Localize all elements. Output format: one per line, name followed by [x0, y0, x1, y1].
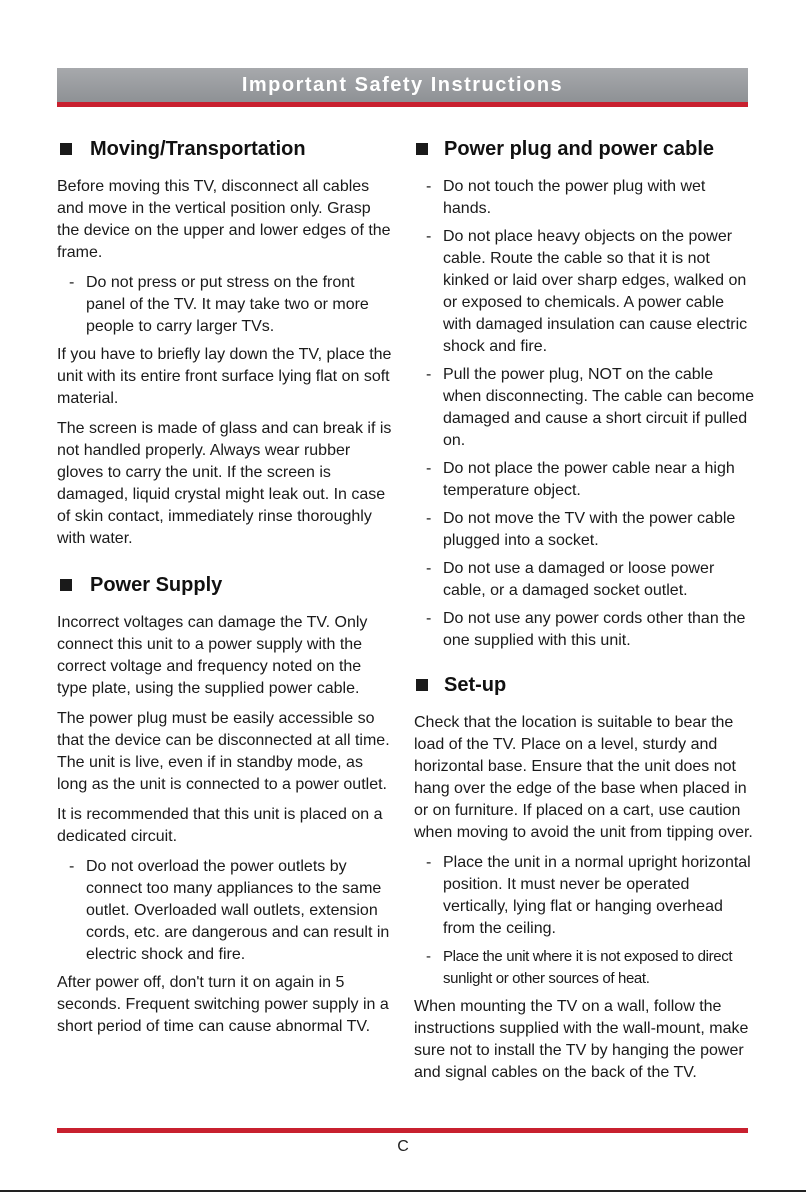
square-bullet-icon: [60, 143, 72, 155]
page-number: C: [397, 1138, 409, 1155]
dash-icon: -: [426, 228, 432, 245]
dash-icon: -: [426, 366, 432, 383]
list-item-text: Do not use a damaged or loose power cable, or a damaged socket outlet.: [443, 560, 715, 599]
dash-icon: -: [426, 460, 432, 477]
section-heading-moving: [57, 136, 392, 162]
paragraph: Before moving this TV, disconnect all cables and move in the vertical position only. Grasp the device on the upper and lower edges of the frame.: [57, 178, 391, 261]
paragraph: It is recommended that this unit is placed on a dedicated circuit.: [57, 806, 383, 845]
list-item: [414, 176, 754, 220]
square-bullet-icon: [416, 143, 428, 155]
list-item: [414, 608, 754, 652]
list-item: [414, 946, 754, 990]
square-bullet-icon: [60, 579, 72, 591]
left-column: [57, 136, 392, 1046]
footer-divider: [57, 1128, 748, 1133]
square-bullet-icon: [416, 679, 428, 691]
list-item-text: Do not move the TV with the power cable plugged into a socket.: [443, 510, 736, 549]
paragraph: When mounting the TV on a wall, follow the instructions supplied with the wall-mount, make sure not to install the TV by hanging the power and signal cables on the back of the TV.: [414, 998, 749, 1081]
list-item: [414, 458, 754, 502]
heading-text: Set-up: [444, 673, 507, 696]
list-item-text: Place the unit in a normal upright horizontal position. It must never be operated vertically, lying flat or hanging overhead from the ceiling.: [443, 854, 751, 937]
section-heading-power-plug: [414, 136, 754, 162]
page-header-banner: [57, 68, 748, 107]
list-item-text: Do not use any power cords other than the one supplied with this unit.: [443, 610, 746, 649]
list-item-text: Do not place heavy objects on the power cable. Route the cable so that it is not kinked or laid over sharp edges, walked on or exposed to chemicals. A power cable with damaged insulation can cause electric shock and fire.: [443, 228, 748, 355]
heading-text: Power plug and power cable: [444, 137, 715, 160]
list-item-text: Do not press or put stress on the front panel of the TV. It may take two or more people to carry larger TVs.: [86, 274, 369, 335]
dash-icon: -: [426, 560, 432, 577]
list-item-text: Do not touch the power plug with wet hands.: [443, 178, 706, 217]
list-item-text: Place the unit where it is not exposed to direct sunlight or other sources of heat.: [443, 948, 733, 987]
list-item-text: Do not place the power cable near a high temperature object.: [443, 460, 735, 499]
paragraph: If you have to briefly lay down the TV, place the unit with its entire front surface lying flat on soft material.: [57, 346, 392, 407]
list-item-text: Do not overload the power outlets by connect too many appliances to the same outlet. Overloaded wall outlets, extension cords, etc. are dangerous and can result in electric shock and fire.: [86, 858, 390, 963]
dash-icon: -: [426, 610, 432, 627]
heading-text: Power Supply: [90, 573, 223, 596]
list-item: [57, 856, 392, 966]
dash-icon: -: [426, 854, 432, 871]
list-item: [414, 508, 754, 552]
list-item-text: Pull the power plug, NOT on the cable when disconnecting. The cable can become damaged and cause a short circuit if pulled on.: [443, 366, 755, 449]
heading-text: Moving/Transportation: [90, 137, 306, 160]
paragraph: Check that the location is suitable to bear the load of the TV. Place on a level, sturdy and horizontal base. Ensure that the unit does not hang over the edge of the base when placed in or on furniture. If placed on a cart, use caution when moving to avoid the unit from tipping over.: [414, 714, 753, 841]
paragraph: Incorrect voltages can damage the TV. Only connect this unit to a power supply with the correct voltage and frequency noted on the type plate, using the supplied power cable.: [57, 614, 368, 697]
list-item: [414, 226, 754, 358]
dash-icon: -: [69, 274, 75, 291]
list-item: [57, 272, 392, 338]
dash-icon: -: [426, 948, 431, 965]
page-title: Important Safety Instructions: [241, 74, 564, 96]
dash-icon: -: [426, 178, 432, 195]
dash-icon: -: [426, 510, 432, 527]
section-heading-power-supply: [57, 572, 392, 598]
paragraph: The power plug must be easily accessible so that the device can be disconnected at all time. The unit is live, even if in standby mode, as long as the unit is connected to a power outlet.: [57, 710, 390, 793]
list-item: [414, 364, 754, 452]
paragraph: After power off, don't turn it on again in 5 seconds. Frequent switching power supply in a short period of time can cause abnormal TV.: [57, 974, 389, 1035]
dash-icon: -: [69, 858, 75, 875]
section-heading-setup: [414, 672, 754, 698]
paragraph: The screen is made of glass and can break if is not handled properly. Always wear rubber gloves to carry the unit. If the screen is damaged, liquid crystal might leak out. In case of skin contact, immediately rinse thoroughly with water.: [57, 420, 392, 547]
right-column: [414, 136, 754, 1092]
list-item: [414, 558, 754, 602]
list-item: [414, 852, 754, 940]
